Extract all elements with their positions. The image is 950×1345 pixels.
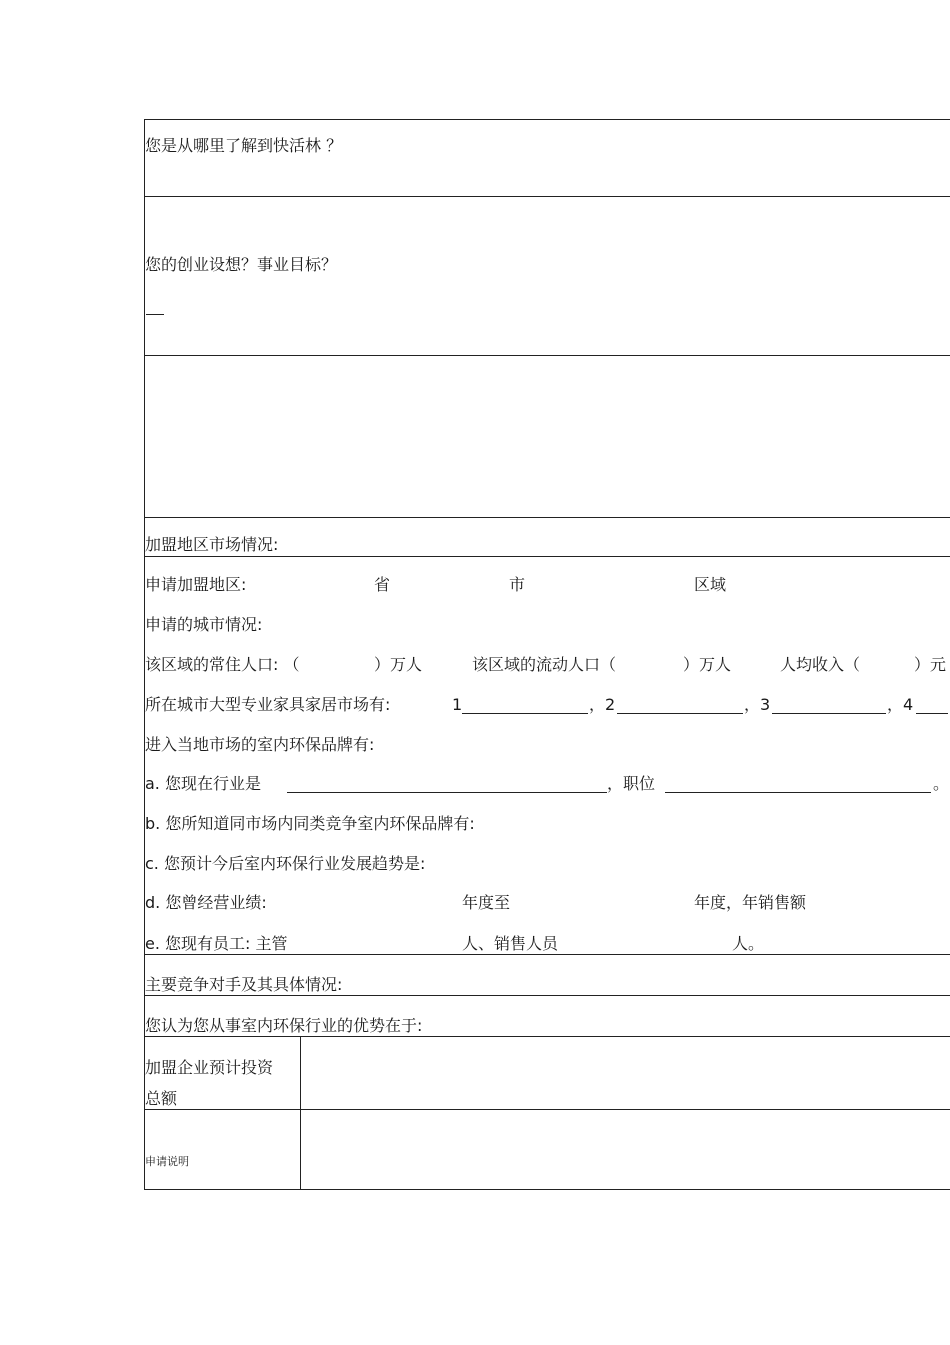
market-1-label: 1 (452, 695, 463, 714)
row-divider (144, 1036, 950, 1037)
row-divider (144, 196, 950, 197)
income-unit: ）元 (914, 655, 947, 674)
district-label: 区域 (694, 575, 727, 594)
industry-trend-label: c. 您预计今后室内环保行业发展趋势是: (145, 854, 426, 873)
current-industry-label: a. 您现在行业是 (145, 774, 261, 793)
position-label: ，职位 (607, 774, 656, 793)
application-notes-cell[interactable] (302, 1111, 948, 1189)
year-to-sales-label: 年度，年销售额 (694, 893, 807, 912)
city-situation-label: 申请的城市情况: (145, 615, 263, 634)
question-source: 您是从哪里了解到快活林 ？ (145, 136, 343, 155)
question-business-goal: 您的创业设想？事业目标？ (145, 255, 338, 274)
market-3-label: ，3 (744, 695, 771, 714)
investment-label-line2: 总额 (145, 1089, 178, 1108)
application-notes-label: 申请说明 (145, 1155, 189, 1168)
answer-area[interactable] (146, 357, 946, 515)
staff-end-label: 人。 (732, 934, 765, 953)
floating-population-label: 该区域的流动人口（ (472, 655, 617, 674)
column-divider (300, 1036, 301, 1190)
year-from-label: 年度至 (462, 893, 511, 912)
period-mark: 。 (933, 774, 950, 793)
position-blank[interactable] (665, 792, 931, 793)
markets-label: 所在城市大型专业家具家居市场有: (145, 695, 391, 714)
answer-blank[interactable] (146, 314, 164, 315)
current-industry-blank[interactable] (287, 792, 607, 793)
market-heading: 加盟地区市场情况: (145, 535, 279, 554)
competitors-label: 主要竞争对手及其具体情况: (145, 975, 343, 994)
floating-population-unit: ）万人 (683, 655, 732, 674)
row-divider (144, 517, 950, 518)
city-label: 市 (509, 575, 526, 594)
advantage-label: 您认为您从事室内环保行业的优势在于: (145, 1016, 423, 1035)
row-divider (144, 954, 950, 955)
market-3-blank[interactable] (772, 713, 886, 714)
province-label: 省 (374, 575, 391, 594)
income-label: 人均收入（ (780, 655, 861, 674)
resident-population-unit: ）万人 (374, 655, 423, 674)
resident-population-label: 该区域的常住人口: （ (145, 655, 300, 674)
staff-label: e. 您现有员工: 主管 (145, 934, 288, 953)
row-divider (144, 355, 950, 356)
row-divider (144, 556, 950, 557)
region-label: 申请加盟地区: (145, 575, 247, 594)
sales-staff-label: 人、销售人员 (462, 934, 559, 953)
market-2-label: ，2 (589, 695, 616, 714)
past-performance-label: d. 您曾经营业绩: (145, 893, 267, 912)
competing-brands-label: b. 您所知道同市场内同类竞争室内环保品牌有: (145, 814, 475, 833)
market-4-blank[interactable] (916, 713, 948, 714)
market-4-label: ，4 (887, 695, 914, 714)
market-1-blank[interactable] (462, 713, 588, 714)
row-divider (144, 1109, 950, 1110)
row-divider (144, 995, 950, 996)
investment-input-cell[interactable] (302, 1038, 948, 1108)
market-2-blank[interactable] (617, 713, 743, 714)
local-brands-label: 进入当地市场的室内环保品牌有: (145, 735, 375, 754)
investment-label-line1: 加盟企业预计投资 (145, 1058, 274, 1077)
